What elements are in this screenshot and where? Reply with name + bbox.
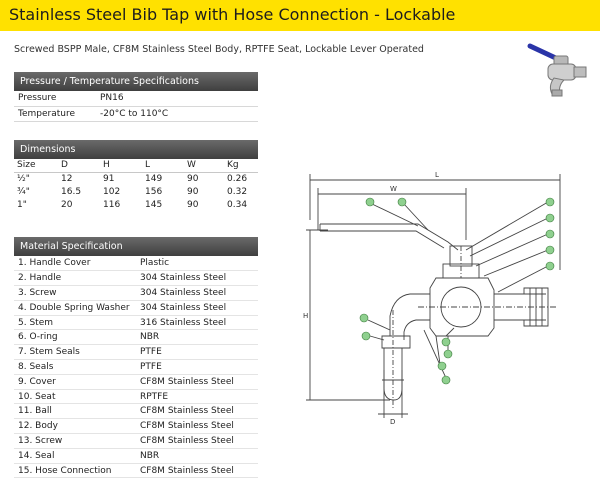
column-header: L bbox=[145, 160, 151, 171]
table-row bbox=[14, 286, 258, 301]
part-name: 13. Screw bbox=[18, 435, 63, 446]
part-name: 6. O-ring bbox=[18, 332, 58, 343]
table-header-row bbox=[14, 159, 258, 172]
table-row bbox=[14, 198, 258, 211]
part-material: NBR bbox=[140, 332, 160, 343]
part-material: PTFE bbox=[140, 361, 162, 372]
part-name: 7. Stem Seals bbox=[18, 347, 80, 358]
material-table bbox=[14, 256, 258, 478]
part-name: 9. Cover bbox=[18, 376, 56, 387]
material-specification-panel bbox=[14, 237, 258, 478]
table-row bbox=[14, 271, 258, 286]
title-bar bbox=[0, 0, 600, 31]
part-material: CF8M Stainless Steel bbox=[140, 376, 234, 387]
spec-label: Pressure bbox=[18, 93, 57, 104]
table-row bbox=[14, 448, 258, 463]
product-subtitle: Screwed BSPP Male, CF8M Stainless Steel Body, RPTFE Seat, Lockable Lever Operated bbox=[14, 44, 424, 55]
part-material: CF8M Stainless Steel bbox=[140, 435, 234, 446]
column-header: H bbox=[103, 160, 110, 171]
table-cell: ½" bbox=[17, 173, 30, 184]
table-row bbox=[14, 91, 258, 106]
part-name: 5. Stem bbox=[18, 317, 53, 328]
part-name: 4. Double Spring Washer bbox=[18, 302, 130, 313]
table-cell: 0.32 bbox=[227, 186, 248, 197]
part-material: 304 Stainless Steel bbox=[140, 273, 227, 284]
table-cell: 91 bbox=[103, 173, 115, 184]
table-row bbox=[14, 315, 258, 330]
part-material: 316 Stainless Steel bbox=[140, 317, 227, 328]
table-cell: 116 bbox=[103, 199, 121, 210]
part-material: RPTFE bbox=[140, 391, 169, 402]
part-name: 3. Screw bbox=[18, 287, 57, 298]
dimension-label-w: W bbox=[390, 185, 397, 193]
part-name: 12. Body bbox=[18, 421, 58, 432]
dimensions-table bbox=[14, 159, 258, 211]
part-name: 15. Hose Connection bbox=[18, 465, 112, 476]
column-header: D bbox=[61, 160, 68, 171]
table-row bbox=[14, 404, 258, 419]
part-name: 14. Seal bbox=[18, 450, 55, 461]
pressure-table bbox=[14, 91, 258, 122]
dimension-label-l: L bbox=[435, 171, 439, 179]
dimension-label-d: D bbox=[390, 418, 396, 426]
table-cell: 0.26 bbox=[227, 173, 248, 184]
table-cell: 20 bbox=[61, 199, 73, 210]
panel-header: Material Specification bbox=[14, 237, 258, 256]
ball-valve-photo-icon bbox=[524, 38, 590, 98]
table-row bbox=[14, 374, 258, 389]
table-row bbox=[14, 360, 258, 375]
table-cell: 149 bbox=[145, 173, 163, 184]
table-row bbox=[14, 106, 258, 121]
part-material: PTFE bbox=[140, 347, 162, 358]
spec-label: Temperature bbox=[18, 108, 76, 119]
table-row bbox=[14, 434, 258, 449]
dimension-label-h: H bbox=[303, 312, 309, 320]
table-cell: 156 bbox=[145, 186, 163, 197]
part-name: 2. Handle bbox=[18, 273, 62, 284]
table-cell: 90 bbox=[187, 199, 199, 210]
panel-header: Dimensions bbox=[14, 140, 258, 159]
table-row bbox=[14, 419, 258, 434]
part-name: 10. Seat bbox=[18, 391, 56, 402]
tap-technical-drawing bbox=[298, 160, 578, 485]
pressure-temperature-panel bbox=[14, 72, 258, 122]
table-row bbox=[14, 330, 258, 345]
table-row bbox=[14, 300, 258, 315]
table-row bbox=[14, 463, 258, 478]
table-cell: 90 bbox=[187, 186, 199, 197]
spec-value: -20°C to 110°C bbox=[100, 108, 169, 119]
part-name: 1. Handle Cover bbox=[18, 258, 91, 269]
part-name: 11. Ball bbox=[18, 406, 52, 417]
part-material: 304 Stainless Steel bbox=[140, 302, 227, 313]
spec-value: PN16 bbox=[100, 93, 124, 104]
table-cell: 16.5 bbox=[61, 186, 82, 197]
table-row bbox=[14, 345, 258, 360]
table-cell: 0.34 bbox=[227, 199, 248, 210]
table-cell: ¾" bbox=[17, 186, 30, 197]
column-header: Size bbox=[17, 160, 36, 171]
table-cell: 145 bbox=[145, 199, 163, 210]
part-material: 304 Stainless Steel bbox=[140, 287, 227, 298]
panel-header: Pressure / Temperature Specifications bbox=[14, 72, 258, 91]
table-cell: 12 bbox=[61, 173, 73, 184]
part-material: NBR bbox=[140, 450, 160, 461]
table-cell: 90 bbox=[187, 173, 199, 184]
part-material: CF8M Stainless Steel bbox=[140, 421, 234, 432]
table-cell: 102 bbox=[103, 186, 121, 197]
dimensions-panel bbox=[14, 140, 258, 211]
part-material: Plastic bbox=[140, 258, 170, 269]
column-header: W bbox=[187, 160, 196, 171]
table-row bbox=[14, 256, 258, 271]
column-header: Kg bbox=[227, 160, 239, 171]
table-row bbox=[14, 185, 258, 198]
part-material: CF8M Stainless Steel bbox=[140, 465, 234, 476]
table-cell: 1" bbox=[17, 199, 27, 210]
table-row bbox=[14, 172, 258, 185]
part-name: 8. Seals bbox=[18, 361, 54, 372]
table-row bbox=[14, 389, 258, 404]
part-material: CF8M Stainless Steel bbox=[140, 406, 234, 417]
page-title: Stainless Steel Bib Tap with Hose Connection - Lockable bbox=[9, 5, 456, 24]
